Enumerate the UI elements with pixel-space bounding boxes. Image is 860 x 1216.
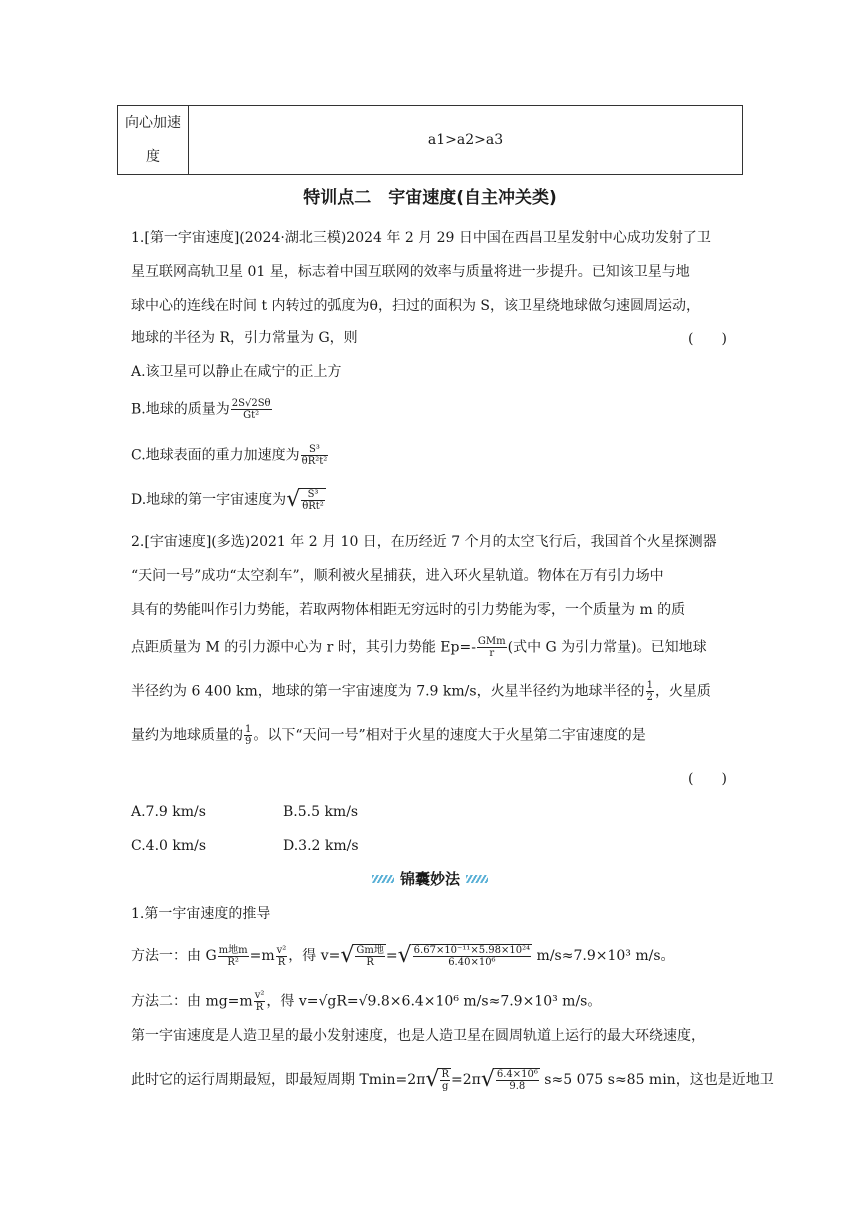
period-text-b: =2π (450, 1072, 481, 1088)
q1-option-c-text: C.地球表面的重力加速度为 (131, 447, 300, 464)
q2-option-a: A.7.9 km/s (131, 804, 206, 820)
q1-option-b (131, 398, 731, 421)
table-row (118, 106, 743, 175)
tips-paragraph-line2 (131, 1067, 774, 1092)
fraction-numerator: S³ (301, 489, 325, 501)
q2-line5 (131, 680, 731, 703)
tips-label: 锦囊妙法 (399, 870, 460, 888)
q1-line4: 地球的半径为 R，引力常量为 G，则 (131, 330, 358, 346)
q1-line2: 星互联网高轨卫星 01 星，标志着中国互联网的效率与质量将进一步提升。已知该卫星与地 (131, 264, 690, 280)
q2-option-b: B.5.5 km/s (283, 804, 359, 820)
fraction-denominator: R (366, 957, 374, 968)
fraction-denominator: 2 (646, 692, 653, 703)
row-label-cell (118, 106, 189, 175)
sqrt-symbol: √ $\frac{\text{6.67×10⁻¹¹×5.98×10²⁴}}{\text{6.40×10⁶}}$ (397, 943, 531, 968)
method-one-text-c: ，得 v= (288, 948, 341, 964)
q1-option-b-fraction (231, 398, 272, 421)
q1-option-d-text: D.地球的第一宇宙速度为 (131, 492, 287, 508)
q1-option-d (131, 488, 731, 512)
centripetal-fraction (276, 945, 288, 968)
potential-energy-fraction (477, 636, 507, 659)
fraction-numerator: 6.67×10⁻¹¹×5.98×10²⁴ (413, 945, 531, 956)
method-two-fraction (254, 990, 266, 1013)
q1-option-c (131, 444, 731, 467)
method-two (131, 990, 731, 1013)
q2-line5-text-a: 半径约为 6 400 km，地球的第一宇宙速度为 7.9 km/s，火星半径约为地球半径的 (131, 683, 645, 700)
period-fraction-2 (496, 1069, 539, 1092)
sqrt-symbol: √ $\frac{\text{6.4×10⁶}}{9.8}$ (480, 1067, 538, 1092)
method-one-text-a: 方法一：由 G (131, 948, 217, 964)
velocity-fraction (355, 945, 384, 968)
tips-paragraph-line1: 第一宇宙速度是人造卫星的最小发射速度，也是人造卫星在圆周轨道上运行的最大环绕速度， (131, 1028, 705, 1044)
fraction-numerator: Gm地 (356, 945, 384, 956)
q2-line6-text-a: 量约为地球质量的 (131, 727, 243, 744)
fraction-numerator: 2S√2Sθ (231, 398, 271, 409)
q2-line6-text-b: 。以下“天问一号”相对于火星的速度大于火星第二宇宙速度的是 (253, 727, 646, 744)
q2-line3: 具有的势能叫作引力势能，若取两物体相距无穷远时的引力势能为零，一个质量为 m 的质 (131, 602, 686, 618)
fraction-numerator: 1 (245, 724, 252, 735)
q1-option-b-text: B.地球的质量为 (131, 401, 230, 418)
q1-line1: 1.[第一宇宙速度](2024·湖北三模)2024 年 2 月 29 日中国在西昌卫星发射中心成功发射了卫 (131, 230, 711, 246)
tips-banner (0, 868, 860, 889)
q2-line4-text-a: 点距质量为 M 的引力源中心为 r 时，其引力势能 Ep=- (131, 639, 476, 656)
method-two-text-a: 方法二：由 mg=m (131, 993, 253, 1010)
section-title: 特训点二 宇宙速度(自主冲关类) (303, 188, 557, 208)
sqrt-symbol: √ $\frac{\text{Gm地}}{R}$ (340, 943, 384, 968)
fraction-numerator: 6.4×10⁶ (496, 1069, 538, 1080)
method-one (131, 944, 731, 968)
row-label-line1: 向心加速 (125, 115, 181, 131)
stripes-decoration-left (372, 875, 394, 883)
gravity-fraction (218, 945, 249, 968)
fraction-denominator: r (489, 648, 495, 659)
q2-answer-bracket: ( ) (688, 771, 727, 787)
q2-line1: 2.[宇宙速度](多选)2021 年 2 月 10 日，在历经近 7 个月的太空飞行后，我国首个火星探测器 (131, 534, 717, 550)
row-value-cell: a1>a2>a3 (189, 106, 743, 175)
period-text-a: 此时它的运行周期最短，即最短周期 Tmin=2π (131, 1072, 426, 1088)
fraction-denominator: 6.40×10⁶ (448, 957, 496, 968)
q2-line5-text-b: ，火星质 (654, 683, 711, 700)
fraction-denominator: R (255, 1002, 264, 1013)
q1-option-c-fraction (301, 444, 329, 467)
comparison-table (117, 105, 743, 175)
numeric-fraction (413, 945, 531, 968)
fraction-numerator: m地m (218, 944, 248, 956)
fraction-denominator: R (277, 956, 286, 968)
method-two-text-b: ，得 v=√gR=√9.8×6.4×10⁶ m/s≈7.9×10³ m/s。 (266, 993, 602, 1010)
fraction-numerator: S³ (301, 444, 329, 456)
fraction-numerator: GMm (477, 636, 506, 647)
sqrt-symbol: √ $\frac{R}{g}$ (425, 1067, 449, 1092)
method-one-text-e: m/s≈7.9×10³ m/s。 (532, 948, 675, 964)
sqrt-symbol: √ $\frac{\text{S³}}{\text{θRt²}}$ (286, 487, 324, 512)
mass-ratio-fraction (244, 724, 252, 747)
row-label-line2: 度 (146, 149, 160, 165)
q2-option-d: D.3.2 km/s (283, 838, 359, 854)
fraction-denominator: θRt² (302, 501, 324, 512)
fraction-numerator: v² (254, 990, 265, 1001)
method-one-text-b: =m (249, 948, 275, 964)
period-fraction-1 (440, 1069, 450, 1092)
stripes-decoration-right (466, 875, 488, 883)
q2-line6 (131, 724, 731, 747)
q1-option-d-fraction (301, 489, 325, 512)
q1-answer-bracket: ( ) (688, 331, 727, 347)
q1-option-a: A.该卫星可以静止在咸宁的正上方 (131, 364, 342, 380)
fraction-denominator: g (442, 1081, 449, 1092)
period-text-c: s≈5 075 s≈85 min，这也是近地卫 (539, 1072, 774, 1088)
q2-line4 (131, 636, 731, 659)
method-one-text-d: = (385, 948, 398, 964)
fraction-numerator: v² (276, 944, 287, 956)
q2-line4-text-b: (式中 G 为引力常量)。已知地球 (507, 639, 707, 656)
q2-option-c: C.4.0 km/s (131, 838, 207, 854)
fraction-denominator: 9 (245, 736, 252, 747)
fraction-denominator: Gt² (243, 410, 260, 421)
radius-ratio-fraction (646, 680, 654, 703)
q1-line3: 球中心的连线在时间 t 内转过的弧度为θ，扫过的面积为 S，该卫星绕地球做匀速圆周运动， (131, 298, 700, 314)
q2-line2: “天问一号”成功“太空刹车”，顺利被火星捕获，进入环火星轨道。物体在万有引力场中 (131, 568, 664, 584)
fraction-numerator: 1 (646, 680, 653, 691)
fraction-denominator: R² (227, 956, 239, 968)
fraction-denominator: 9.8 (509, 1081, 526, 1092)
fraction-denominator: θR²t² (301, 456, 328, 467)
fraction-numerator: R (441, 1069, 449, 1080)
tips-heading: 1.第一宇宙速度的推导 (131, 906, 271, 922)
